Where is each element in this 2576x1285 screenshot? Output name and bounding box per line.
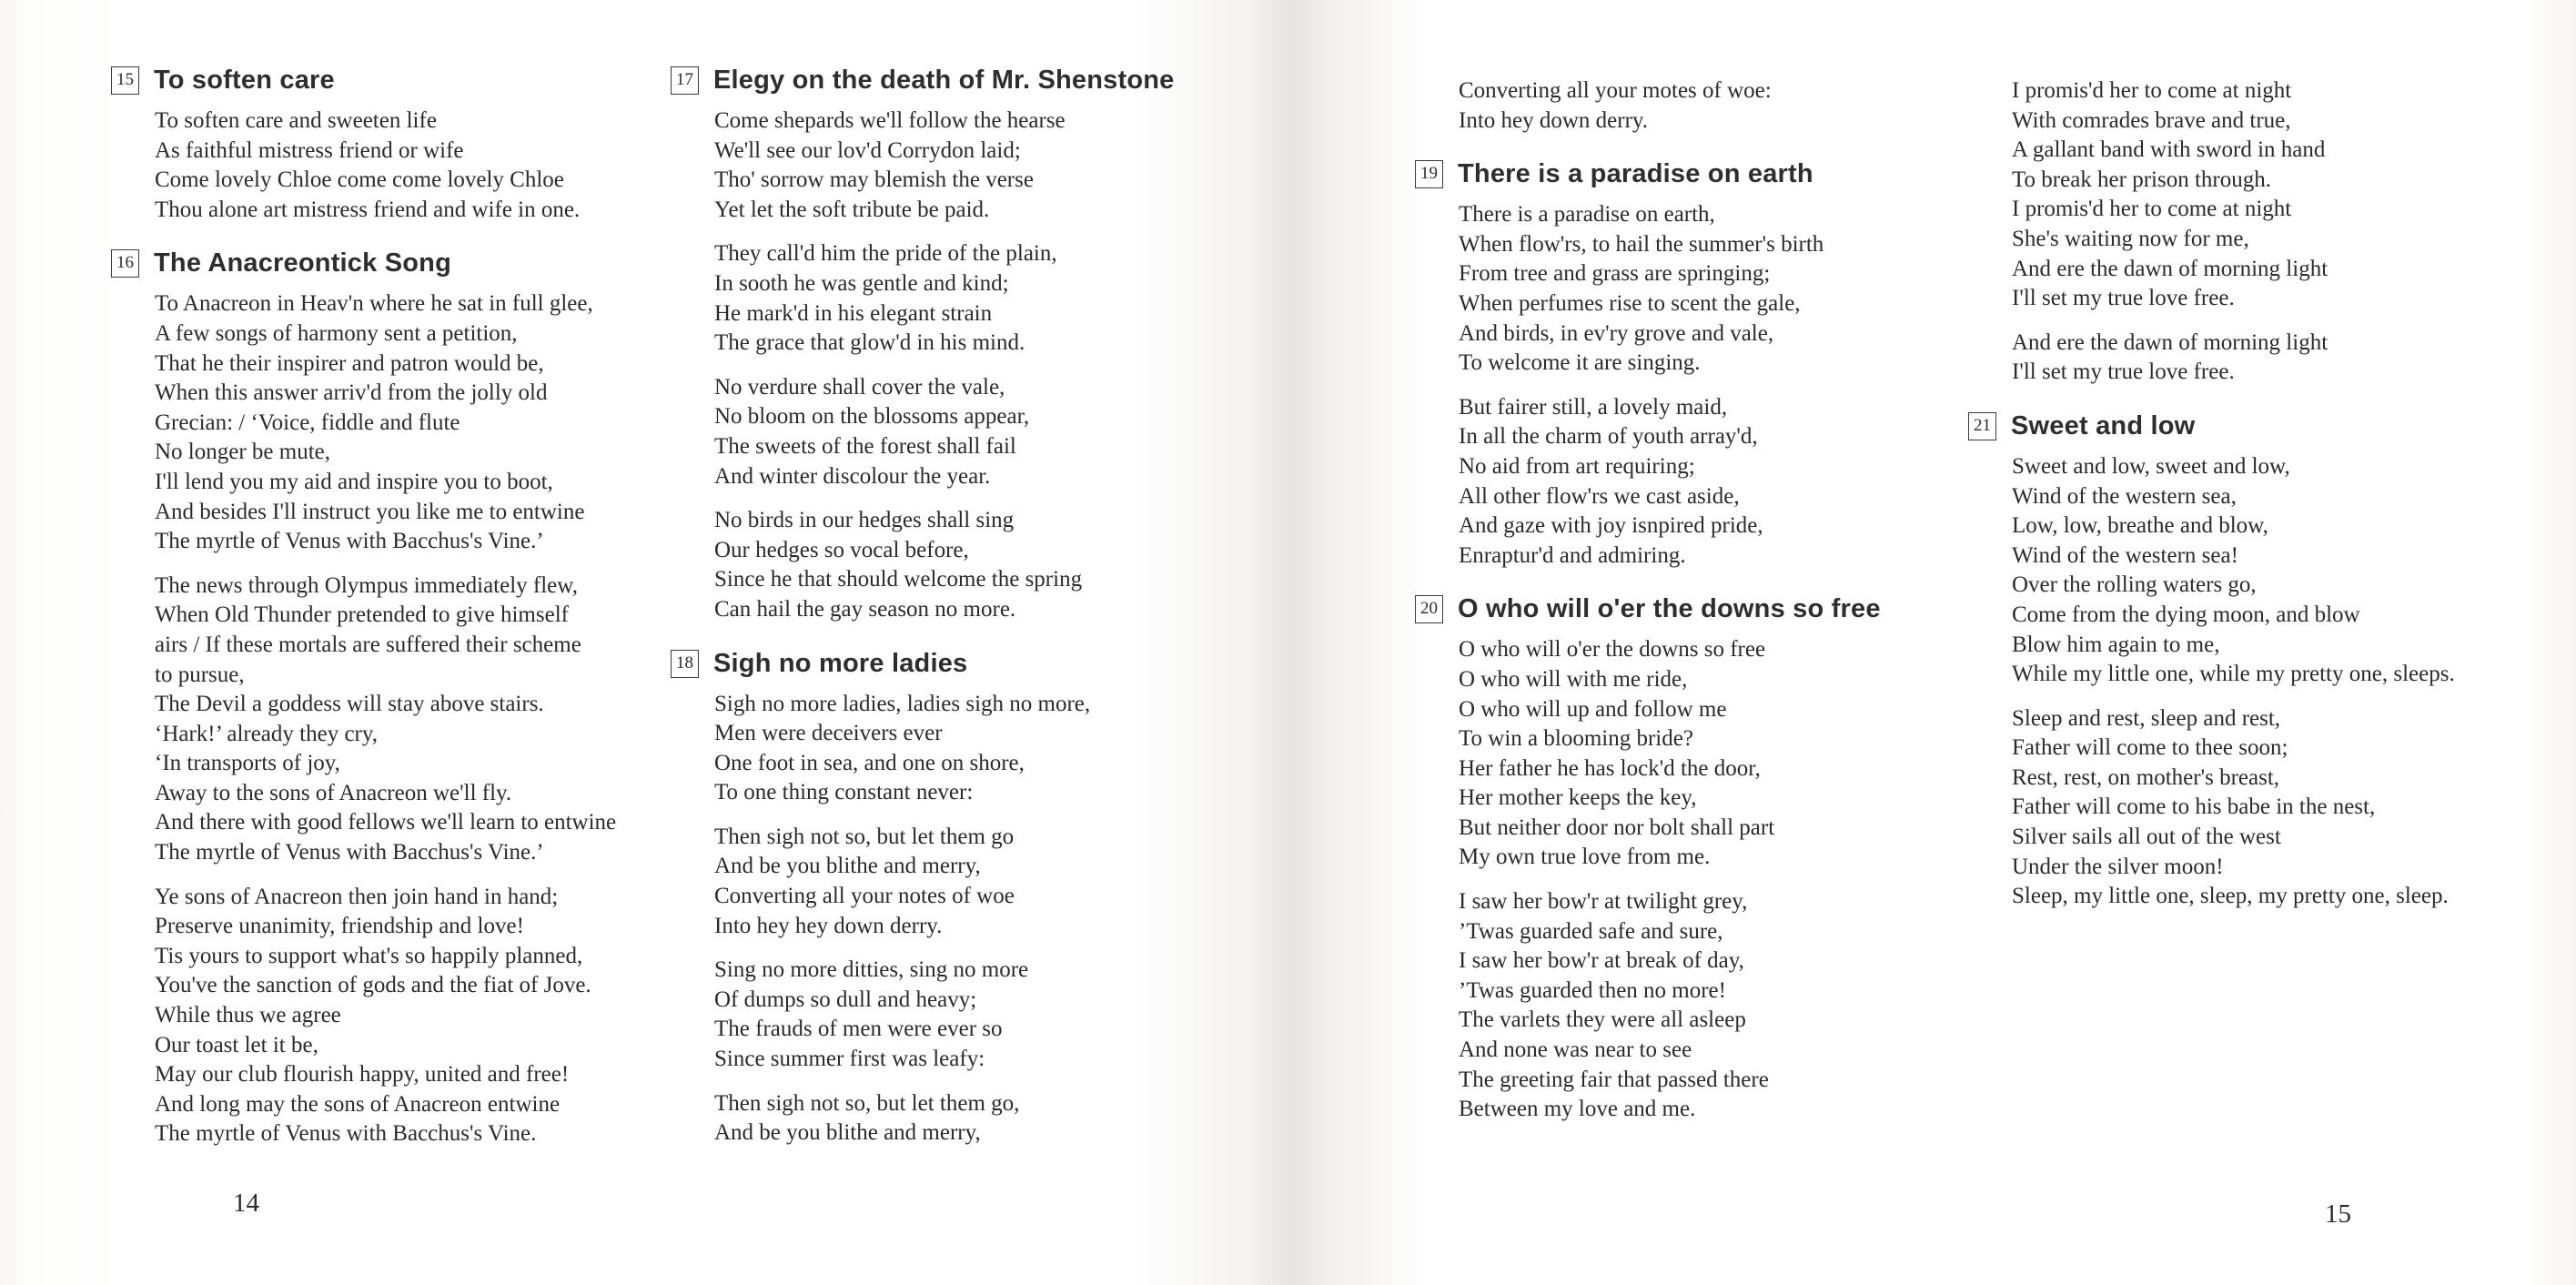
stanza (1968, 452, 2455, 690)
verse-line: As faithful mistress friend or wife (155, 137, 464, 163)
verse-line: Father will come to thee soon; (2012, 735, 2288, 761)
song-heading (1968, 411, 2455, 441)
verse-line: Come shepards we'll follow the hearse (714, 108, 1066, 133)
stanza (671, 1089, 1175, 1148)
stanza (671, 106, 1175, 225)
stanza (671, 239, 1175, 358)
song-number: 18 (671, 650, 699, 678)
verse-line: Converting all your motes of woe: (1459, 78, 1772, 103)
verse-line: A few songs of harmony sent a petition, (155, 320, 518, 346)
verse-line: They call'd him the pride of the plain, (714, 241, 1057, 267)
song (111, 66, 616, 225)
song-title: The Anacreontick Song (154, 248, 452, 278)
stanza (1415, 393, 1881, 572)
song-number: 16 (111, 249, 139, 278)
verse-line: And gaze with joy isnpired pride, (1459, 513, 1763, 539)
song-number: 17 (671, 66, 699, 95)
verse-line: No aid from art requiring; (1459, 453, 1695, 479)
song (671, 66, 1175, 625)
verse-line: Away to the sons of Anacreon we'll fly. (155, 780, 512, 805)
song-title: Elegy on the death of Mr. Shenstone (713, 66, 1175, 95)
verse-line: May our club flourish happy, united and free! (155, 1062, 570, 1088)
song-title: O who will o'er the downs so free (1458, 594, 1881, 624)
verse-line: All other flow'rs we cast aside, (1459, 483, 1740, 509)
stanza (671, 506, 1175, 624)
verse-line: And there with good fellows we'll learn to entwine (155, 810, 617, 835)
verse-line: to pursue, (155, 662, 245, 687)
verse-line: And be you blithe and merry, (714, 1120, 981, 1146)
verse-line: There is a paradise on earth, (1459, 202, 1715, 228)
stanza (671, 956, 1175, 1074)
stanza (671, 823, 1175, 941)
verse-line: But neither door nor bolt shall part (1459, 815, 1775, 840)
song-heading (671, 649, 1175, 679)
stanza (1968, 76, 2455, 314)
verse-line: airs / If these mortals are suffered their scheme (155, 632, 581, 657)
verse-line: The varlets they were all asleep (1459, 1007, 1746, 1033)
verse-line: Since summer first was leafy: (714, 1047, 985, 1072)
verse-line: A gallant band with sword in hand (2012, 137, 2326, 163)
verse-line: I saw her bow'r at break of day, (1459, 948, 1744, 974)
verse-line: Come lovely Chloe come come lovely Chloe (155, 167, 564, 193)
verse-line: And none was near to see (1459, 1037, 1692, 1063)
verse-line: Then sigh not so, but let them go (714, 824, 1015, 849)
column (671, 66, 1175, 1172)
verse-line: The myrtle of Venus with Bacchus's Vine.’ (155, 529, 544, 554)
song-title: Sweet and low (2011, 410, 2196, 440)
verse-line: Of dumps so dull and heavy; (714, 987, 977, 1012)
verse-line: In sooth he was gentle and kind; (714, 270, 1009, 296)
verse-line: Her father he has lock'd the door, (1459, 755, 1761, 781)
stanza (1415, 200, 1881, 379)
verse-line: Under the silver moon! (2012, 854, 2224, 879)
verse-line: And winter discolour the year. (714, 463, 991, 489)
verse-line: With comrades brave and true, (2012, 107, 2291, 133)
verse-line: Over the rolling waters go, (2012, 572, 2257, 598)
verse-line: To soften care and sweeten life (155, 108, 437, 133)
verse-line: While my little one, while my pretty one, sleeps. (2012, 662, 2455, 687)
verse-line: The news through Olympus immediately flew, (155, 572, 578, 598)
verse-line: Converting all your notes of woe (714, 884, 1015, 909)
stanza (111, 106, 616, 225)
verse-line: And ere the dawn of morning light (2012, 256, 2329, 281)
verse-line: Low, low, breathe and blow, (2012, 513, 2268, 539)
verse-line: Sleep, my little one, sleep, my pretty one, sleep. (2012, 884, 2449, 909)
verse-line: I'll set my true love free. (2012, 286, 2235, 311)
right-page (1288, 0, 2576, 1285)
verse-line: I saw her bow'r at twilight grey, (1459, 889, 1748, 915)
song-number: 19 (1415, 160, 1443, 188)
song-number: 21 (1968, 412, 1996, 440)
verse-line: Sweet and low, sweet and low, (2012, 453, 2290, 479)
verse-line: The greeting fair that passed there (1459, 1067, 1769, 1092)
song-title: Sigh no more ladies (713, 648, 968, 678)
verse-line: That he their inspirer and patron would be, (155, 350, 544, 376)
verse-line: And be you blithe and merry, (714, 854, 981, 879)
verse-line: No longer be mute, (155, 440, 331, 465)
song-heading (111, 66, 616, 96)
verse-line: The frauds of men were ever so (714, 1017, 1003, 1042)
verse-line: Since he that should welcome the spring (714, 567, 1083, 592)
verse-line: One foot in sea, and one on shore, (714, 750, 1025, 775)
verse-line: Yet let the soft tribute be paid. (714, 197, 990, 222)
song (1415, 594, 1881, 1125)
stanza (1415, 887, 1881, 1125)
verse-line: To one thing constant never: (714, 780, 974, 805)
song-title: There is a paradise on earth (1458, 159, 1813, 189)
verse-line: Into hey down derry. (1459, 107, 1649, 133)
verse-line: Tis yours to support what's so happily planned, (155, 943, 583, 968)
verse-line: Sleep and rest, sleep and rest, (2012, 705, 2281, 731)
verse-line: No birds in our hedges shall sing (714, 508, 1015, 533)
stanza (1968, 329, 2455, 388)
verse-line: Her mother keeps the key, (1459, 785, 1697, 811)
stanza (111, 289, 616, 556)
column (1415, 76, 1881, 1148)
verse-line: She's waiting now for me, (2012, 226, 2249, 251)
verse-line: And birds, in ev'ry grove and vale, (1459, 320, 1774, 346)
song (1968, 76, 2455, 388)
song (671, 649, 1175, 1148)
song-heading (671, 66, 1175, 96)
verse-line: Preserve unanimity, friendship and love! (155, 914, 524, 939)
verse-line: ’Twas guarded safe and sure, (1459, 918, 1723, 944)
verse-line: O who will with me ride, (1459, 666, 1688, 692)
verse-line: Can hail the gay season no more. (714, 596, 1016, 622)
verse-line: Enraptur'd and admiring. (1459, 542, 1686, 568)
verse-line: Our toast let it be, (155, 1032, 318, 1057)
verse-line: Tho' sorrow may blemish the verse (714, 167, 1034, 193)
verse-line: O who will up and follow me (1459, 696, 1727, 722)
verse-line: I'll set my true love free. (2012, 359, 2235, 385)
verse-line: Between my love and me. (1459, 1097, 1696, 1122)
verse-line: My own true love from me. (1459, 845, 1711, 870)
stanza (111, 883, 616, 1149)
song-title: To soften care (154, 66, 335, 95)
verse-line: Blow him again to me, (2012, 632, 2220, 657)
verse-line: O who will o'er the downs so free (1459, 637, 1766, 663)
page-number: 14 (233, 1189, 259, 1218)
verse-line: The myrtle of Venus with Bacchus's Vine. (155, 1121, 537, 1147)
verse-line: Our hedges so vocal before, (714, 537, 969, 562)
verse-line: I promis'd her to come at night (2012, 197, 2292, 222)
verse-line: Men were deceivers ever (714, 721, 943, 746)
song-number: 15 (111, 66, 139, 95)
song (1415, 76, 1881, 136)
verse-line: While thus we agree (155, 1003, 341, 1028)
verse-line: Wind of the western sea, (2012, 483, 2237, 509)
verse-line: Wind of the western sea! (2012, 542, 2238, 568)
stanza (1415, 76, 1881, 136)
verse-line: No bloom on the blossoms appear, (714, 404, 1030, 430)
verse-line: Grecian: / ‘Voice, fiddle and flute (155, 410, 460, 435)
verse-line: ‘In transports of joy, (155, 751, 340, 776)
verse-line: And long may the sons of Anacreon entwine (155, 1091, 561, 1117)
verse-line: You've the sanction of gods and the fiat of Jove. (155, 973, 591, 998)
verse-line: And besides I'll instruct you like me to entwine (155, 499, 585, 524)
song (1968, 411, 2455, 912)
verse-line: Father will come to his babe in the nest, (2012, 794, 2376, 820)
verse-line: When this answer arriv'd from the jolly old (155, 380, 548, 406)
verse-line: I promis'd her to come at night (2012, 78, 2292, 103)
verse-line: From tree and grass are springing; (1459, 261, 1771, 287)
verse-line: ‘Hark!’ already they cry, (155, 721, 378, 746)
song-heading (111, 248, 616, 278)
verse-line: To Anacreon in Heav'n where he sat in full glee, (155, 291, 593, 317)
verse-line: The Devil a goddess will stay above stairs. (155, 692, 544, 717)
column (1968, 76, 2455, 936)
verse-line: Rest, rest, on mother's breast, (2012, 764, 2280, 790)
song-heading (1415, 594, 1881, 624)
verse-line: Sing no more ditties, sing no more (714, 957, 1029, 983)
verse-line: Silver sails all out of the west (2012, 825, 2281, 850)
verse-line: And ere the dawn of morning light (2012, 329, 2329, 355)
verse-line: To welcome it are singing. (1459, 350, 1701, 376)
stanza (671, 373, 1175, 491)
verse-line: I'll lend you my aid and inspire you to boot, (155, 469, 553, 494)
song-heading (1415, 159, 1881, 189)
verse-line: Come from the dying moon, and blow (2012, 602, 2360, 627)
song (111, 248, 616, 1149)
column (111, 66, 616, 1173)
verse-line: Sigh no more ladies, ladies sigh no more, (714, 691, 1091, 716)
verse-line: The grace that glow'd in his mind. (714, 330, 1025, 356)
verse-line: When perfumes rise to scent the gale, (1459, 290, 1801, 316)
verse-line: When flow'rs, to hail the summer's birth (1459, 231, 1824, 257)
stanza (1415, 635, 1881, 873)
verse-line: To win a blooming bride? (1459, 726, 1693, 752)
verse-line: In all the charm of youth array'd, (1459, 424, 1758, 450)
song (1415, 159, 1881, 571)
verse-line: Into hey hey down derry. (714, 913, 943, 938)
verse-line: Ye sons of Anacreon then join hand in hand; (155, 884, 559, 909)
verse-line: We'll see our lov'd Corrydon laid; (714, 137, 1021, 163)
verse-line: The myrtle of Venus with Bacchus's Vine.’ (155, 840, 544, 865)
stanza (111, 572, 616, 868)
page-number: 15 (2325, 1199, 2351, 1229)
verse-line: Thou alone art mistress friend and wife in one. (155, 197, 581, 222)
verse-line: To break her prison through. (2012, 167, 2271, 192)
verse-line: The sweets of the forest shall fail (714, 433, 1016, 459)
verse-line: ’Twas guarded then no more! (1459, 977, 1726, 1003)
verse-line: When Old Thunder pretended to give himself (155, 602, 569, 628)
verse-line: Then sigh not so, but let them go, (714, 1090, 1020, 1116)
verse-line: No verdure shall cover the vale, (714, 374, 1005, 400)
verse-line: But fairer still, a lovely maid, (1459, 394, 1728, 420)
stanza (1968, 704, 2455, 912)
song-number: 20 (1415, 595, 1443, 623)
verse-line: He mark'd in his elegant strain (714, 300, 993, 326)
stanza (671, 690, 1175, 808)
